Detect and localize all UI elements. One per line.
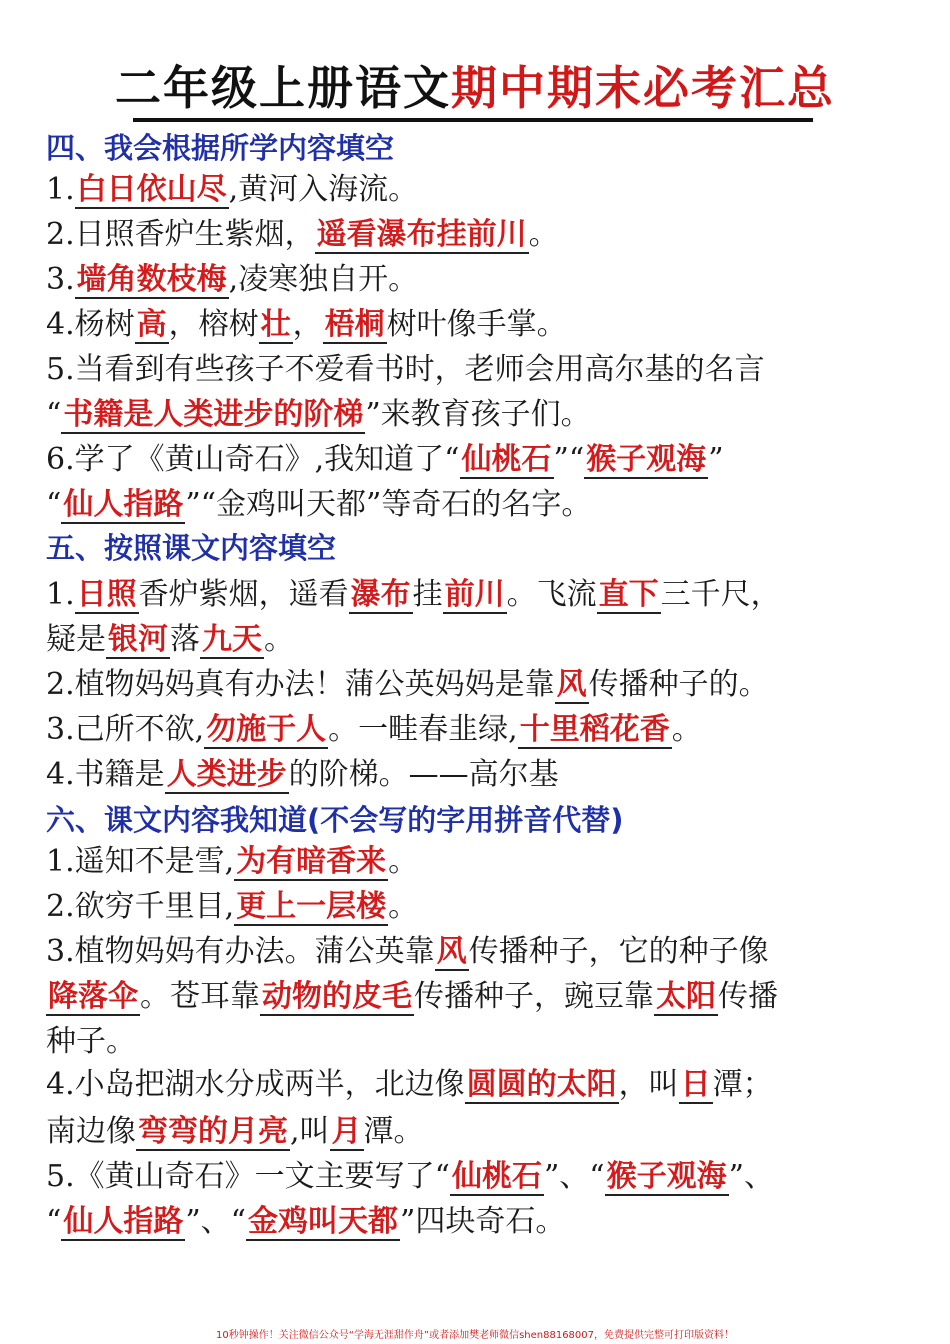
title-part2: 期中期末必考汇总	[451, 61, 835, 115]
question-line	[46, 1020, 916, 1064]
answer-blank: 日照	[76, 577, 137, 612]
question-text: 落	[170, 622, 200, 657]
question-text: 。	[528, 217, 559, 252]
question-line	[46, 573, 916, 617]
answer-blank: 人类进步	[166, 757, 287, 792]
answer-blank: 瀑布	[350, 577, 411, 612]
answer-blank: 十里稻花香	[519, 712, 670, 747]
question-text: 3.	[46, 262, 75, 297]
section-heading: 四、我会根据所学内容填空	[46, 131, 395, 165]
question-text: ,黄河入海流。	[228, 172, 419, 207]
question-text: 南边像	[46, 1114, 136, 1149]
question-text: 4.杨树	[46, 307, 135, 342]
answer-blank: 风	[556, 667, 587, 702]
question-text: 传播	[718, 979, 778, 1014]
answer-blank: 梧桐	[324, 307, 385, 342]
question-text: 1.	[46, 172, 75, 207]
answer-blank: 猴子观海	[586, 442, 707, 477]
question-text: 香炉紫烟，遥看	[138, 577, 349, 612]
question-line	[46, 930, 916, 974]
question-text: ”、“	[185, 1204, 247, 1239]
question-text: 3.己所不欲,	[46, 712, 205, 747]
question-line	[46, 393, 916, 437]
question-text: 。	[388, 844, 419, 879]
answer-blank: 白日依山尽	[76, 172, 227, 207]
answer-blank: 前川	[444, 577, 505, 612]
question-text: 潭。	[363, 1114, 424, 1149]
page-title	[0, 58, 950, 118]
question-line	[46, 438, 916, 482]
question-text: 1.遥知不是雪,	[46, 844, 235, 879]
question-line	[46, 1200, 916, 1244]
answer-blank: 仙人指路	[63, 1204, 184, 1239]
answer-blank: 更上一层楼	[236, 889, 387, 924]
answer-blank: 太阳	[656, 979, 716, 1014]
answer-blank: 降落伞	[48, 979, 138, 1014]
question-text: ,凌寒独自开。	[228, 262, 419, 297]
question-line	[46, 975, 916, 1019]
answer-blank: 猴子观海	[606, 1159, 727, 1194]
answer-blank: 圆圆的太阳	[466, 1067, 617, 1102]
answer-blank: 高	[136, 307, 167, 342]
question-text: 潭；	[712, 1067, 773, 1102]
section-heading: 五、按照课文内容填空	[46, 531, 337, 565]
answer-blank: 风	[436, 934, 467, 969]
question-text: 传播种子，豌豆靠	[414, 979, 654, 1014]
question-text: 。苍耳靠	[140, 979, 260, 1014]
question-text: 疑是	[46, 622, 106, 657]
question-text: ”四块奇石。	[400, 1204, 566, 1239]
question-text: “	[46, 397, 62, 432]
answer-blank: 金鸡叫天都	[248, 1204, 399, 1239]
question-text: ，榕树	[168, 307, 259, 342]
question-text: 树叶像手掌。	[386, 307, 567, 342]
question-line	[46, 1063, 916, 1107]
question-text: 种子。	[46, 1024, 136, 1059]
question-text: ”、“	[543, 1159, 605, 1194]
question-text: 3.植物妈妈有办法。蒲公英靠	[46, 934, 435, 969]
question-text: ”来教育孩子们。	[365, 397, 591, 432]
question-text: 。	[671, 712, 702, 747]
question-text: “	[46, 487, 62, 522]
answer-blank: 勿施于人	[206, 712, 327, 747]
question-text: ，叫	[618, 1067, 679, 1102]
question-text: 三千尺，	[660, 577, 781, 612]
question-line	[46, 303, 916, 347]
question-line	[46, 213, 916, 257]
question-line	[46, 708, 916, 752]
question-text: ”“金鸡叫天都”等奇石的名字。	[185, 487, 592, 522]
question-text: 。一畦春韭绿,	[328, 712, 518, 747]
section-heading: 六、课文内容我知道(不会写的字用拼音代替)	[46, 803, 624, 837]
question-text: ”	[708, 442, 724, 477]
question-text: 。	[388, 889, 419, 924]
question-text: 。飞流	[506, 577, 597, 612]
question-line	[46, 618, 916, 662]
question-text: 传播种子的。	[588, 667, 769, 702]
answer-blank: 为有暗香来	[236, 844, 387, 879]
question-text: 6.学了《黄山奇石》,我知道了“	[46, 442, 460, 477]
answer-blank: 壮	[260, 307, 291, 342]
answer-blank: 仙人指路	[63, 487, 184, 522]
question-line	[46, 840, 916, 884]
question-line	[46, 483, 916, 527]
question-line	[46, 1155, 916, 1199]
question-text: 4.书籍是	[46, 757, 165, 792]
footer-note: 10秒钟操作！关注微信公众号“学海无涯甜作舟”或者添加樊老师微信shen88168007，免费提供完整可打印版资料！	[215, 1330, 735, 1341]
question-line	[46, 258, 916, 302]
answer-blank: 弯弯的月亮	[138, 1114, 288, 1149]
answer-blank: 动物的皮毛	[262, 979, 412, 1014]
question-text: ”“	[553, 442, 585, 477]
question-text: 传播种子，它的种子像	[468, 934, 769, 969]
answer-blank: 九天	[202, 622, 262, 657]
answer-blank: 月	[331, 1114, 362, 1149]
title-part1: 二年级上册语文	[115, 61, 451, 115]
question-text: ,叫	[290, 1114, 330, 1149]
answer-blank: 仙桃石	[451, 1159, 542, 1194]
question-line	[46, 663, 916, 707]
question-text: ，	[292, 307, 323, 342]
question-text: 5.《黄山奇石》一文主要写了“	[46, 1159, 450, 1194]
question-text: 4.小岛把湖水分成两半，北边像	[46, 1067, 465, 1102]
question-text: 的阶梯。——高尔基	[288, 757, 559, 792]
question-text: 2.日照香炉生紫烟，	[46, 217, 315, 252]
answer-blank: 日	[680, 1067, 711, 1102]
question-line	[46, 348, 916, 392]
question-text: 5.当看到有些孩子不爱看书时，老师会用高尔基的名言	[46, 352, 765, 387]
question-line	[46, 753, 916, 797]
answer-blank: 银河	[108, 622, 168, 657]
question-text: 2.欲穷千里目,	[46, 889, 235, 924]
question-line	[46, 168, 916, 212]
answer-blank: 墙角数枝梅	[76, 262, 227, 297]
question-line	[46, 885, 916, 929]
question-text: 。	[264, 622, 294, 657]
question-line	[46, 1110, 916, 1154]
answer-blank: 直下	[598, 577, 659, 612]
question-text: ”、	[728, 1159, 774, 1194]
question-text: 挂	[412, 577, 443, 612]
question-text: “	[46, 1204, 62, 1239]
question-text: 1.	[46, 577, 75, 612]
question-text: 2.植物妈妈真有办法！蒲公英妈妈是靠	[46, 667, 555, 702]
answer-blank: 遥看瀑布挂前川	[316, 217, 527, 252]
answer-blank: 书籍是人类进步的阶梯	[63, 397, 364, 432]
answer-blank: 仙桃石	[461, 442, 552, 477]
title-underline	[133, 118, 813, 122]
